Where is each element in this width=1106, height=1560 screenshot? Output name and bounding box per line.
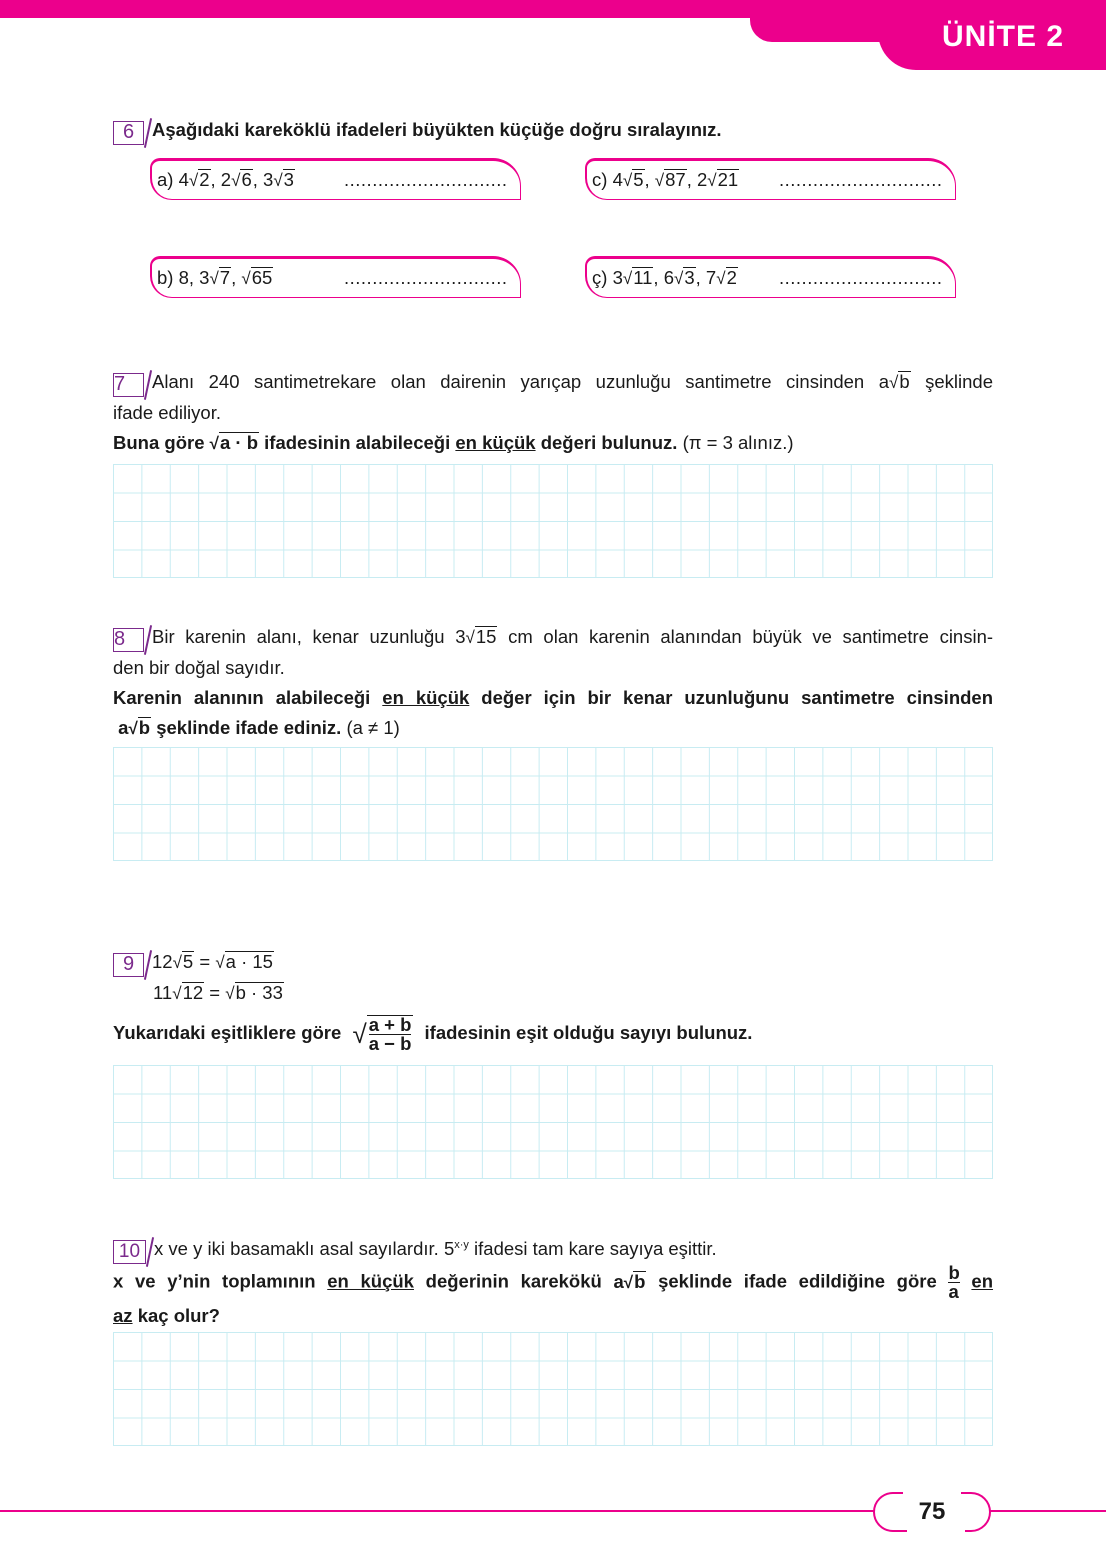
radicand: 5 [633,169,644,190]
radicand: 11 [633,267,653,288]
math-expression [210,432,259,453]
radicand: a · b [219,432,258,453]
math-expression [613,1271,646,1292]
math-text: = [204,982,226,1003]
hint-text: (π = 3 alınız.) [682,432,794,453]
question-text: x ve y’nin toplamının [113,1270,316,1292]
question-text: den bir doğal sayıdır. [113,657,285,678]
radicand: b [899,371,910,392]
question-8 [113,622,993,744]
answer-grid[interactable] [113,1065,993,1179]
sqrt-icon: √ [172,984,182,1003]
sqrt-icon: √ [172,953,182,972]
sqrt-icon: √ [707,171,717,190]
emphasis-text: en küçük [327,1270,414,1292]
question-text: Alanı 240 santimetrekare olan dairenin yarıçap uzunluğu santimetre cinsinden [152,371,865,392]
math-text: a [613,1270,624,1292]
question-text: Bir karenin alanı, kenar uzunluğu [152,626,445,647]
radicand: b [138,717,151,738]
question-text: Karenin alanının alabileceği [113,687,371,708]
math-expression [879,371,911,392]
math-text: , 2 [686,169,708,190]
math-text: a [118,717,129,738]
question-text: değerinin karekökü [425,1270,602,1292]
math-expression [179,267,274,288]
question-text: Yukarıdaki eşitliklere göre [113,1021,342,1043]
radicand: 12 [182,982,204,1003]
math-text: , [231,267,242,288]
answer-grid[interactable] [113,464,993,578]
sqrt-icon: √ [273,171,283,190]
question-7 [113,367,993,459]
question-text: ifade ediliyor. [113,402,221,423]
emphasis-text: az [113,1305,133,1327]
answer-grid[interactable] [113,1332,993,1446]
math-text: , 7 [695,267,717,288]
sqrt-icon: √ [225,984,235,1003]
math-text: , 2 [210,169,232,190]
question-text: değeri bulunuz. [540,432,678,453]
question-10 [113,1230,993,1331]
radicand: 2 [199,169,210,190]
sqrt-icon: √ [654,171,665,190]
answer-box-b [150,256,521,298]
answer-blank[interactable]: ............................. [779,169,943,190]
radicand: 65 [251,267,273,288]
radicand: 2 [726,267,737,288]
math-text: 12 [152,951,173,972]
sqrt-icon: √ [188,171,199,190]
math-text: 4 [612,169,623,190]
sqrt-icon: √ [623,1272,634,1292]
sqrt-icon: √ [465,628,475,647]
sqrt-icon: √ [674,269,684,288]
hint-text: (a ≠ 1) [346,717,400,738]
answer-blank[interactable]: ............................. [344,169,508,190]
question-text: şeklinde [925,371,993,392]
math-text: 3 [455,626,466,647]
radicand: 6 [241,169,252,190]
radicand: 15 [475,626,497,647]
math-expression [179,169,295,190]
question-text: cm olan karenin alanından büyük ve santimetre cinsin- [508,626,994,647]
item-label: c) [592,169,608,190]
radicand: b [634,1270,646,1292]
item-label: ç) [592,267,608,288]
fraction-denominator: a − b [368,1033,412,1054]
question-text: x ve y iki basamaklı asal sayılardır. 5 [154,1238,455,1260]
sqrt-icon: √ [622,269,633,288]
fraction-numerator: b [948,1262,960,1284]
question-text: ifadesinin alabileceği [264,432,451,453]
radicand: 3 [283,169,294,190]
sqrt-icon: √ [622,171,633,190]
math-text: , [644,169,655,190]
sqrt-icon: √ [215,953,225,972]
radicand: 7 [219,267,231,288]
unit-label: ÜNİTE 2 [942,20,1065,53]
question-text: Aşağıdaki kareköklü ifadeleri büyükten küçüğe doğru sıralayınız. [152,119,722,140]
fraction-denominator: a [948,1281,959,1303]
question-text: kaç olur? [137,1305,220,1327]
sqrt-icon: √ [209,269,219,288]
math-text: , 3 [252,169,274,190]
radicand: 87 [665,169,686,190]
math-expression [613,267,738,288]
emphasis-text: en küçük [382,687,470,708]
math-text: = [194,951,216,972]
math-text: 11 [153,982,173,1003]
answer-box-c [585,158,956,200]
question-text: değer için bir kenar uzunluğunu santimetre cinsinden [481,687,994,708]
math-expression [118,717,151,738]
answer-box-cedilla [585,256,956,298]
emphasis-text: en [971,1270,994,1292]
radicand: 21 [717,169,739,190]
item-label: b) [157,267,174,288]
sqrt-fraction [352,1015,413,1053]
answer-box-a [150,158,521,200]
math-expression [613,169,740,190]
question-number-badge: 6 [113,121,144,145]
sqrt-icon: √ [889,373,899,392]
question-text: ifadesi tam kare sayıya eşittir. [474,1238,717,1260]
question-6-title [113,115,993,145]
sqrt-icon: √ [352,1019,367,1049]
sqrt-icon: √ [716,269,726,288]
radicand: a · 15 [225,951,273,972]
sqrt-icon: √ [209,434,219,453]
question-number-badge: 9 [113,953,144,977]
item-label: a) [157,169,174,190]
math-expression [455,626,497,647]
fraction-numerator: a + b [368,1014,412,1035]
equation-2 [153,982,284,1003]
sqrt-icon: √ [128,719,138,738]
answer-blank[interactable]: ............................. [779,267,943,288]
math-text: 3 [612,267,623,288]
question-text: Buna göre [113,432,205,453]
sqrt-icon: √ [241,269,251,288]
question-text: şeklinde ifade ediniz. [156,717,342,738]
question-number-badge: 7 [113,373,144,397]
math-text: 4 [178,169,189,190]
exponent: x·y [454,1239,469,1251]
page-number-frame [873,1492,991,1532]
math-text: 8, 3 [178,267,210,288]
page-number: 75 [918,1498,946,1525]
radicand: b · 33 [235,982,283,1003]
emphasis-text: en küçük [455,432,536,453]
question-text: ifadesinin eşit olduğu sayıyı bulunuz. [424,1021,753,1043]
radicand: 5 [182,951,194,972]
answer-blank[interactable]: ............................. [344,267,508,288]
radicand: 3 [684,267,695,288]
answer-grid[interactable] [113,747,993,861]
question-number-badge: 8 [113,628,144,652]
equation-1 [152,951,274,972]
question-number-badge: 10 [113,1240,146,1264]
question-text: şeklinde ifade edildiğine göre [658,1270,937,1292]
math-text: a [878,371,889,392]
sqrt-icon: √ [231,171,241,190]
question-9 [113,947,993,1053]
math-text: , 6 [653,267,674,288]
